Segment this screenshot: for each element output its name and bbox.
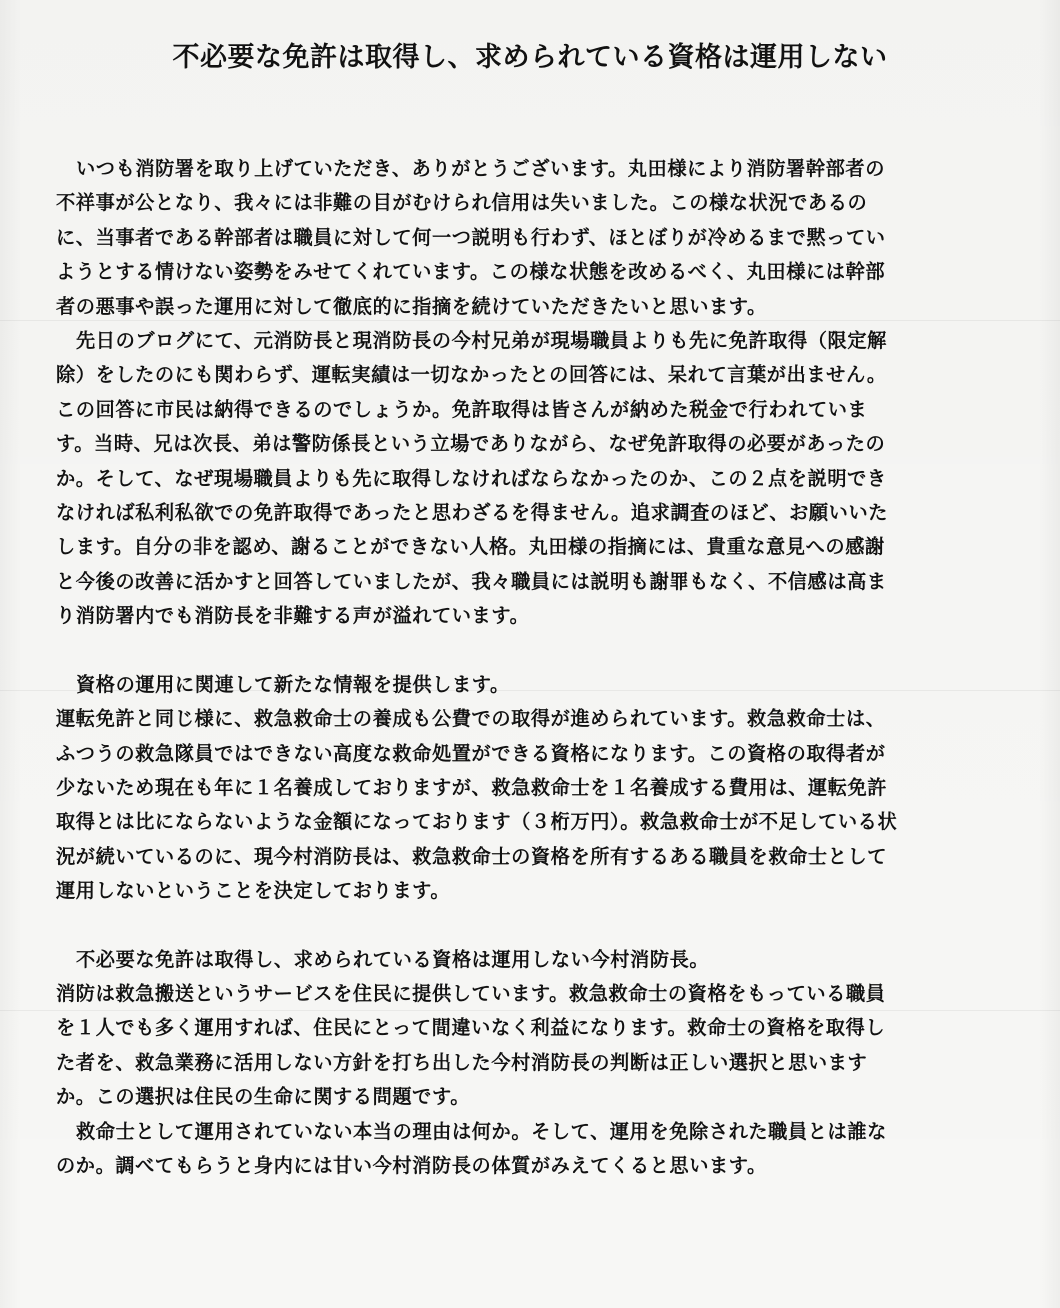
text-line: か。そして、なぜ現場職員よりも先に取得しなければならなかったのか、この２点を説明でき	[56, 466, 887, 490]
text-line: す。当時、兄は次長、弟は警防係長という立場でありながら、なぜ免許取得の必要があったの	[56, 432, 886, 456]
text-line: のか。調べてもらうと身内には甘い今村消防長の体質がみえてくると思います。	[56, 1153, 767, 1177]
text-line: 運転免許と同じ様に、救急救命士の養成も公費での取得が進められています。救急救命士は、	[56, 707, 886, 731]
text-line: なければ私利私欲での免許取得であったと思わざるを得ません。追求調査のほど、お願いいた	[56, 501, 889, 525]
paragraph-intro	[56, 152, 1016, 324]
text-line: 少ないため現在も年に１名養成しておりますが、救急救命士を１名養成する費用は、運転免許	[56, 775, 888, 799]
paragraph-license	[56, 324, 1016, 634]
text-line: 救命士として運用されていない本当の理由は何か。そして、運用を免除された職員とは誰な	[76, 1119, 887, 1143]
text-line: 不祥事が公となり、我々には非難の目がむけられ信用は失いました。この様な状況であるの	[56, 191, 868, 215]
text-line: ようとする情けない姿勢をみせてくれています。この様な状態を改めるべく、丸田様には幹部	[56, 260, 886, 284]
document-title: 不必要な免許は取得し、求められている資格は運用しない	[172, 42, 888, 74]
text-line: を１人でも多く運用すれば、住民にとって間違いなく利益になります。救命士の資格を取得し	[56, 1016, 886, 1040]
text-line: ふつうの救急隊員ではできない高度な救命処置ができる資格になります。この資格の取得者が	[56, 741, 886, 765]
text-line: 取得とは比にならないような金額になっております（３桁万円）。救急救命士が不足している状	[56, 810, 898, 834]
text-line: 運用しないということを決定しております。	[56, 879, 451, 903]
document-body	[56, 152, 1016, 1183]
text-line: 況が続いているのに、現今村消防長は、救急救命士の資格を所有するある職員を救命士として	[56, 844, 888, 868]
text-line: 資格の運用に関連して新たな情報を提供します。	[76, 672, 510, 696]
text-line: に、当事者である幹部者は職員に対して何一つ説明も行わず、ほとぼりが冷めるまで黙ってい	[56, 225, 886, 249]
text-line: いつも消防署を取り上げていただき、ありがとうございます。丸田様により消防署幹部者の	[76, 157, 885, 180]
text-line: と今後の改善に活かすと回答していましたが、我々職員には説明も謝罪もなく、不信感は高ま	[56, 569, 887, 593]
text-line: 先日のブログにて、元消防長と現消防長の今村兄弟が現場職員よりも先に免許取得（限定解	[76, 329, 887, 353]
paragraph-gap	[56, 909, 1016, 943]
text-line: り消防署内でも消防長を非難する声が溢れています。	[56, 604, 530, 628]
text-line: た者を、救急業務に活用しない方針を打ち出した今村消防長の判断は正しい選択と思います	[56, 1050, 868, 1074]
paragraph-conclusion	[56, 1115, 1016, 1184]
text-line: か。この選択は住民の生命に関する問題です。	[56, 1085, 471, 1109]
text-line: 消防は救急搬送というサービスを住民に提供しています。救急救命士の資格をもっている職員	[56, 981, 886, 1005]
paragraph-qualification	[56, 668, 1016, 909]
text-line: します。自分の非を認め、謝ることができない人格。丸田様の指摘には、貴重な意見への感謝	[56, 535, 885, 559]
text-line: 者の悪事や誤った運用に対して徹底的に指摘を続けていただきたいと思います。	[56, 294, 767, 318]
text-line: この回答に市民は納得できるのでしょうか。免許取得は皆さんが納めた税金で行われていま	[56, 397, 868, 421]
text-line: 除）をしたのにも関わらず、運転実績は一切なかったとの回答には、呆れて言葉が出ません。	[56, 363, 887, 387]
paragraph-gap	[56, 634, 1016, 668]
paragraph-criticism	[56, 943, 1016, 1115]
text-line: 不必要な免許は取得し、求められている資格は運用しない今村消防長。	[76, 947, 710, 971]
